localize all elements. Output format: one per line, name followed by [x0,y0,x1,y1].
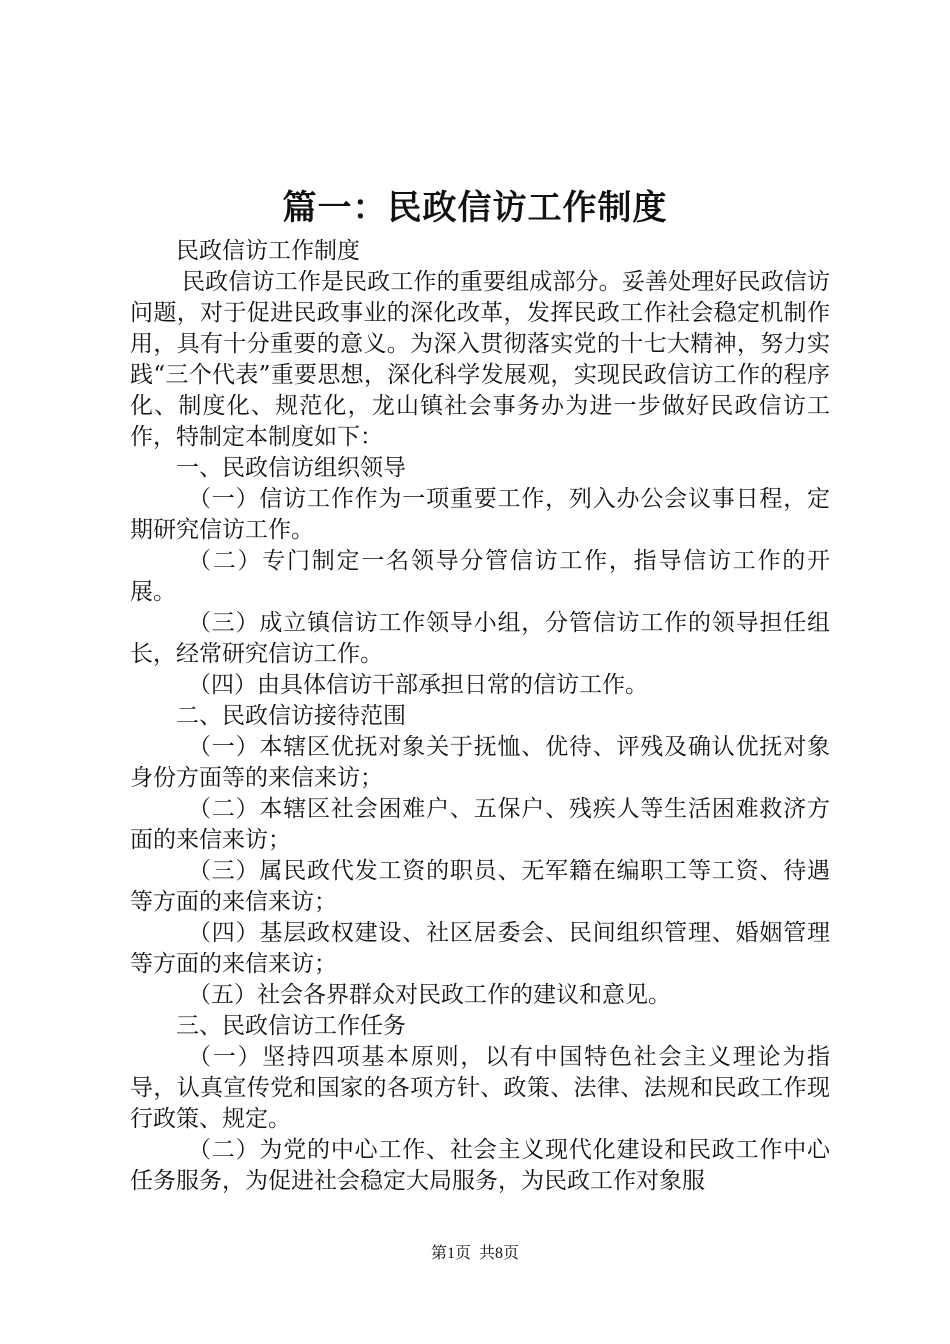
list-item: （二）专门制定一名领导分管信访工作，指导信访工作的开展。 [130,548,830,605]
page-total: 共8页 [479,1245,520,1262]
document-body [130,236,830,1197]
list-item: （一）信访工作作为一项重要工作，列入办公会议事日程，定期研究信访工作。 [130,486,830,543]
list-item: （二）为党的中心工作、社会主义现代化建设和民政工作中心任务服务，为促进社会稳定大局服务，为民政工作对象服 [130,1137,830,1194]
list-item: （一）本辖区优抚对象关于抚恤、优待、评残及确认优抚对象身份方面等的来信来访； [130,734,830,791]
list-item: （三）属民政代发工资的职员、无军籍在编职工等工资、待遇等方面的来信来访； [130,858,830,915]
list-item: （四）基层政权建设、社区居委会、民间组织管理、婚姻管理等方面的来信来访； [130,920,830,977]
page-footer [0,1243,950,1265]
intro-paragraph: 民政信访工作是民政工作的重要组成部分。妥善处理好民政信访问题，对于促进民政事业的深化改革，发挥民政工作社会稳定机制作用，具有十分重要的意义。为深入贯彻落实党的十七大精神，努力实践“三个代表”重要思想，深化科学发展观，实现民政信访工作的程序化、制度化、规范化，龙山镇社会事务办为进一步做好民政信访工作，特制定本制度如下： [130,269,830,450]
section-heading: 三、民政信访工作任务 [176,1013,406,1039]
list-item: （四）由具体信访干部承担日常的信访工作。 [188,672,648,698]
page-title: 篇一：民政信访工作制度 [282,188,668,228]
list-item: （三）成立镇信访工作领导小组，分管信访工作的领导担任组长，经常研究信访工作。 [130,610,830,667]
list-item: （五）社会各界群众对民政工作的建议和意见。 [188,982,671,1008]
section-heading: 一、民政信访组织领导 [176,455,406,481]
list-item: （二）本辖区社会困难户、五保户、残疾人等生活困难救济方面的来信来访； [130,796,830,853]
section-heading: 民政信访工作制度 [176,238,360,264]
page-number: 第1页 [430,1245,471,1262]
list-item: （一）坚持四项基本原则，以有中国特色社会主义理论为指导，认真宣传党和国家的各项方针、政策、法律、法规和民政工作现行政策、规定。 [130,1044,830,1132]
section-heading: 二、民政信访接待范围 [176,703,406,729]
